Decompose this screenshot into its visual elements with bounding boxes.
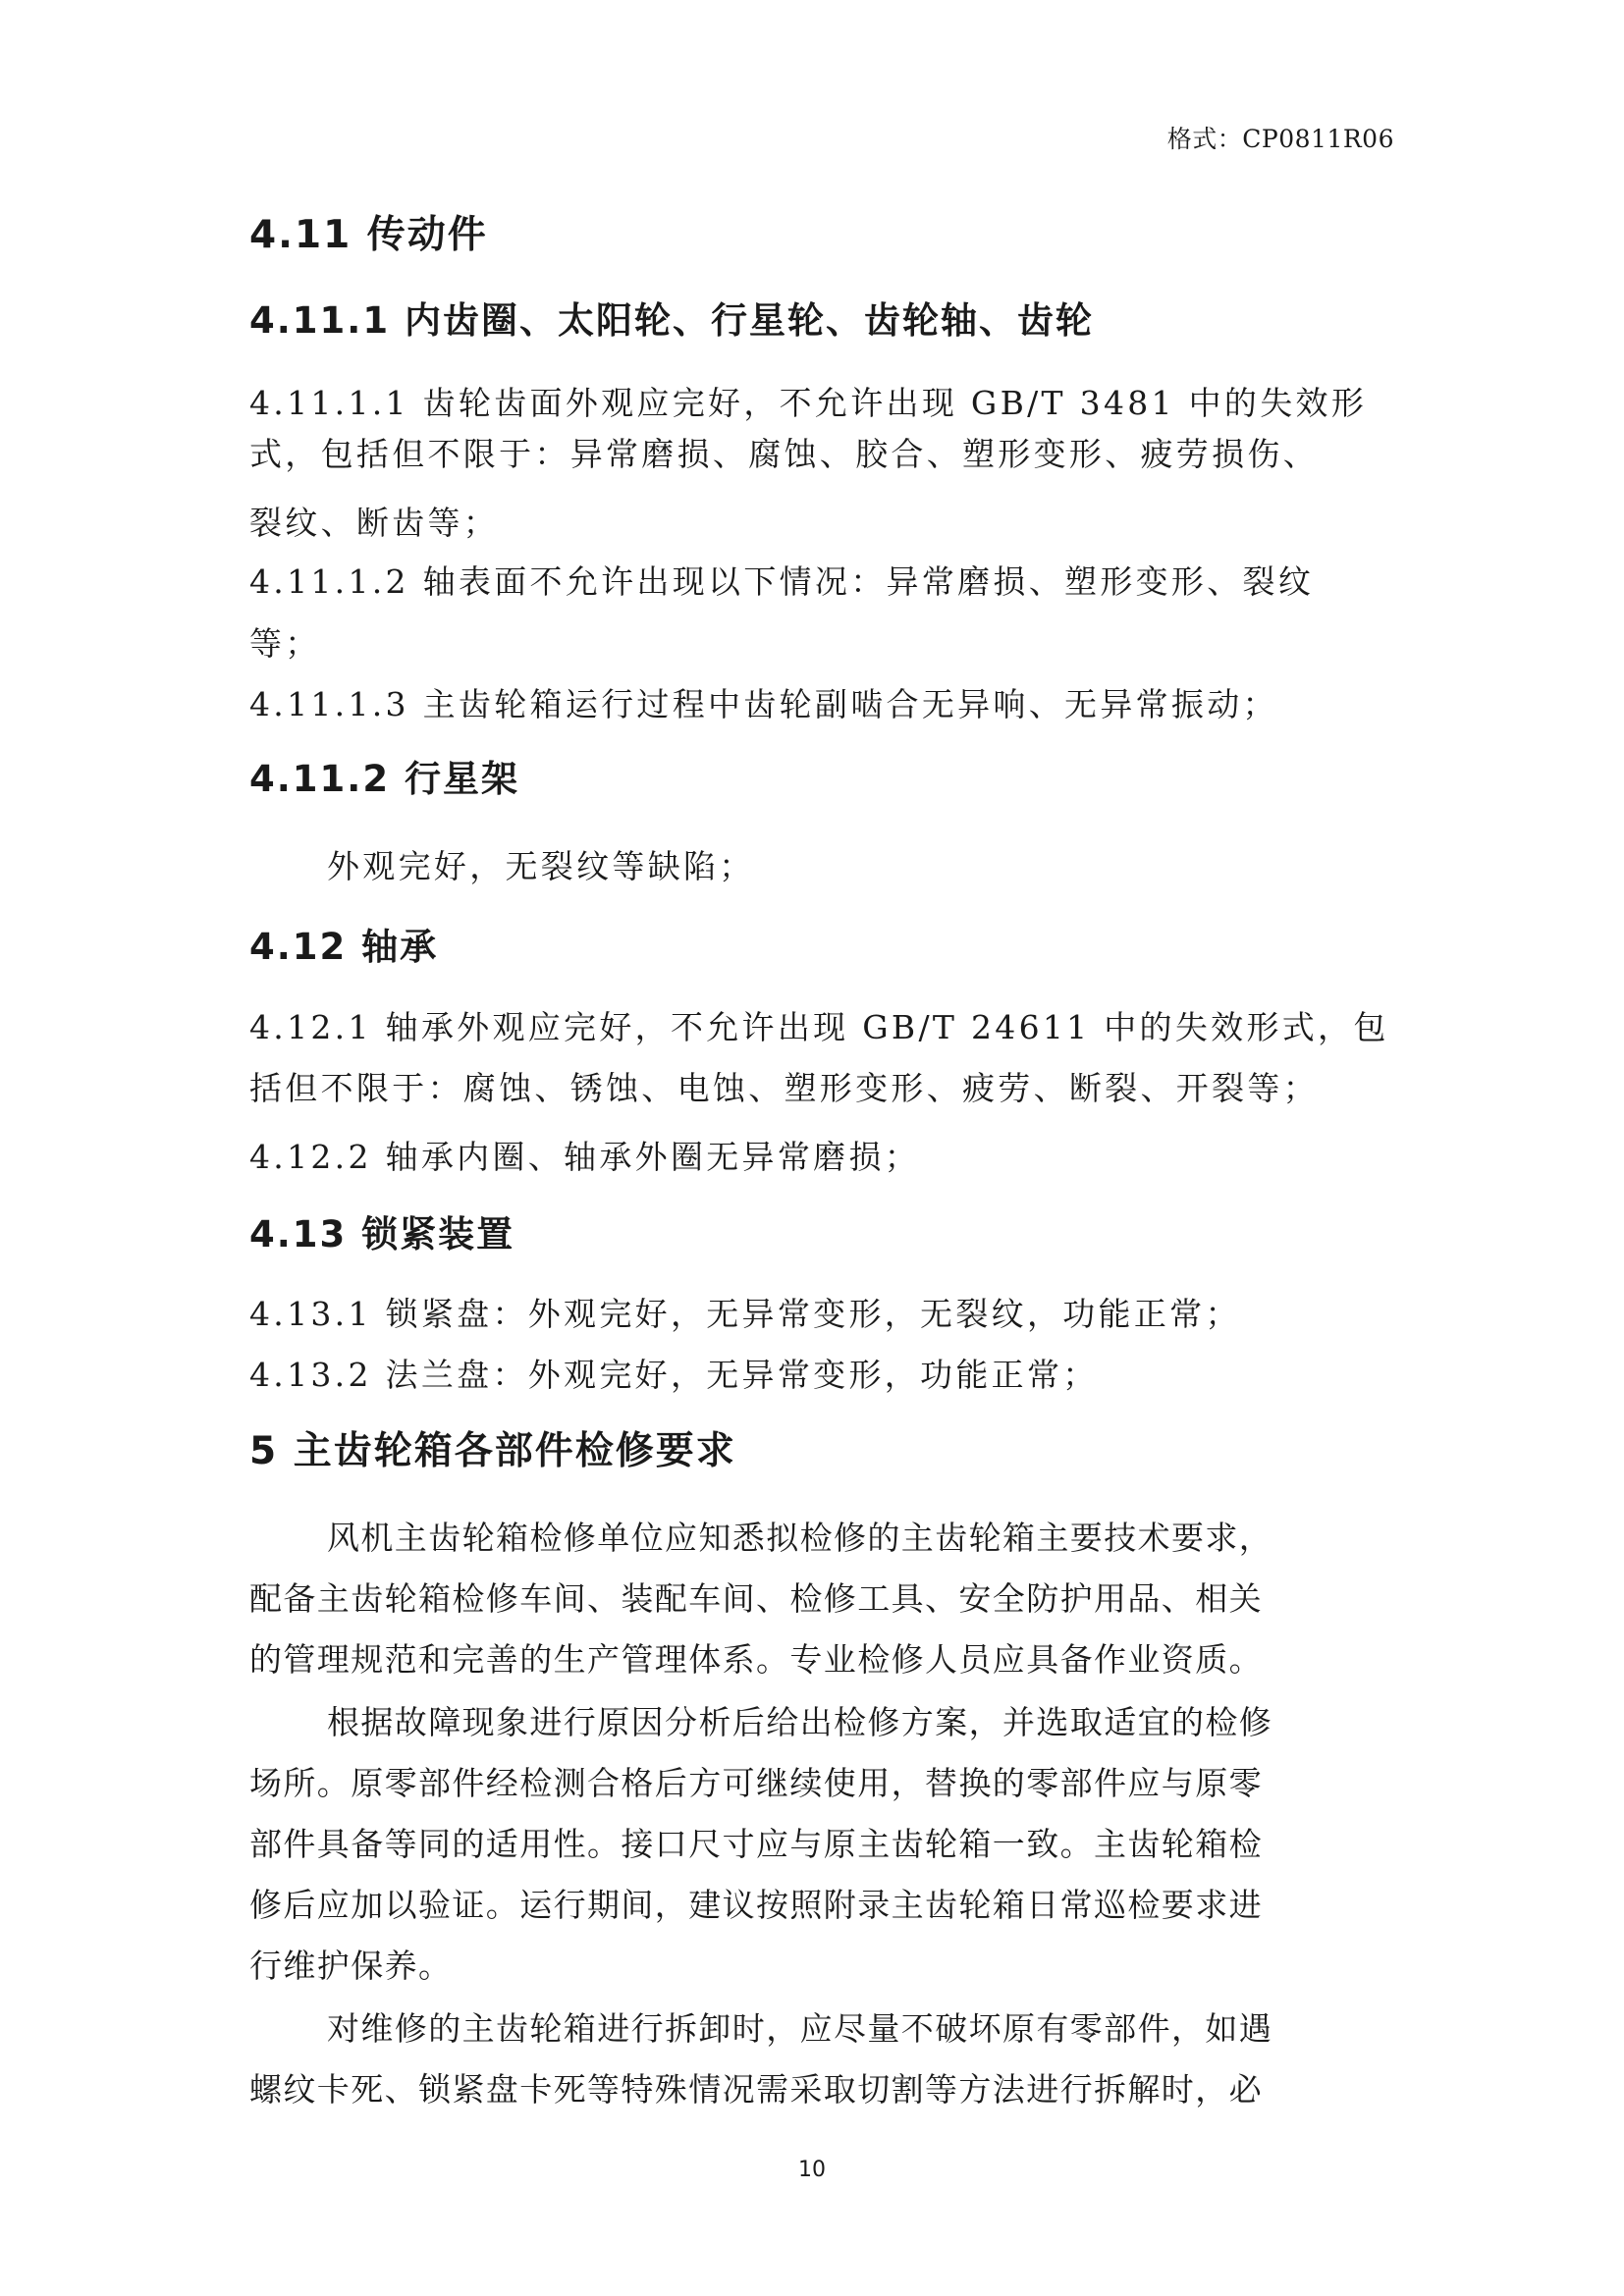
- heading-5: 5 主齿轮箱各部件检修要求: [249, 1429, 736, 1473]
- heading-4-12: 4.12 轴承: [249, 926, 439, 968]
- paragraph-line: 4.13.2 法兰盘：外观完好，无异常变形，功能正常；: [249, 1356, 1099, 1394]
- paragraph-line: 等；: [249, 624, 321, 663]
- paragraph-line: 4.12.2 轴承内圈、轴承外圈无异常磨损；: [249, 1138, 921, 1176]
- paragraph-line: 螺纹卡死、锁紧盘卡死等特殊情况需采取切割等方法进行拆解时，必: [249, 2070, 1263, 2109]
- paragraph-line: 式，包括但不限于：异常磨损、腐蚀、胶合、塑形变形、疲劳损伤、: [249, 435, 1319, 473]
- paragraph-line: 括但不限于：腐蚀、锈蚀、电蚀、塑形变形、疲劳、断裂、开裂等；: [249, 1069, 1319, 1107]
- paragraph-line: 行维护保养。: [249, 1947, 453, 1985]
- paragraph-line: 4.12.1 轴承外观应完好，不允许出现 GB/T 24611 中的失效形式，包: [249, 1008, 1389, 1046]
- paragraph-line: 根据故障现象进行原因分析后给出检修方案，并选取适宜的检修: [327, 1703, 1273, 1741]
- paragraph-line: 配备主齿轮箱检修车间、装配车间、检修工具、安全防护用品、相关: [249, 1579, 1263, 1618]
- paragraph-line: 外观完好，无裂纹等缺陷；: [327, 847, 755, 885]
- page-number: 10: [798, 2158, 826, 2182]
- paragraph-line: 场所。原零部件经检测合格后方可继续使用，替换的零部件应与原零: [249, 1764, 1263, 1802]
- paragraph-line: 4.11.1.3 主齿轮箱运行过程中齿轮副啮合无异响、无异常振动；: [249, 685, 1278, 723]
- paragraph-line: 裂纹、断齿等；: [249, 504, 500, 542]
- heading-4-11-1: 4.11.1 内齿圈、太阳轮、行星轮、齿轮轴、齿轮: [249, 299, 1094, 342]
- paragraph-line: 风机主齿轮箱检修单位应知悉拟检修的主齿轮箱主要技术要求，: [327, 1519, 1273, 1557]
- paragraph-line: 4.13.1 锁紧盘：外观完好，无异常变形，无裂纹，功能正常；: [249, 1295, 1241, 1333]
- heading-4-13: 4.13 锁紧装置: [249, 1213, 515, 1255]
- document-format-code: 格式：CP0811R06: [1166, 125, 1394, 153]
- paragraph-line: 对维修的主齿轮箱进行拆卸时，应尽量不破坏原有零部件，如遇: [327, 2009, 1273, 2048]
- paragraph-line: 4.11.1.2 轴表面不允许出现以下情况：异常磨损、塑形变形、裂纹: [249, 562, 1315, 601]
- paragraph-line: 4.11.1.1 齿轮齿面外观应完好，不允许出现 GB/T 3481 中的失效形: [249, 384, 1368, 422]
- paragraph-line: 修后应加以验证。运行期间，建议按照附录主齿轮箱日常巡检要求进: [249, 1886, 1263, 1924]
- paragraph-line: 部件具备等同的适用性。接口尺寸应与原主齿轮箱一致。主齿轮箱检: [249, 1825, 1263, 1863]
- paragraph-line: 的管理规范和完善的生产管理体系。专业检修人员应具备作业资质。: [249, 1640, 1263, 1679]
- heading-4-11: 4.11 传动件: [249, 213, 488, 257]
- heading-4-11-2: 4.11.2 行星架: [249, 758, 519, 800]
